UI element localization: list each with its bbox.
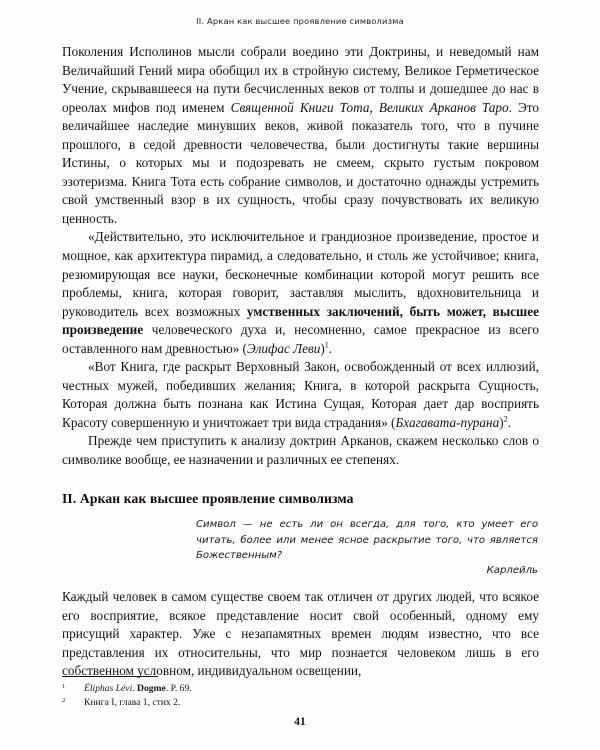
footnote-item-2: [62, 696, 539, 710]
paragraph-3-part-2: ): [499, 414, 504, 430]
footnote-work-1: Dogme: [137, 683, 166, 694]
main-text-column: [62, 43, 539, 470]
paragraph-4: Прежде чем приступить к анализу доктрин Арканов, скажем несколько слов о символике вообще, ее назначении и различных ее степенях.: [62, 433, 539, 468]
epigraph-text: Символ — не есть ли он всегда, для того, кто умеет его читать, более или менее ясное раскрытие того, что является Божественным?: [196, 519, 538, 562]
footnote-separator-rule: [62, 676, 158, 677]
post-epigraph-column: [62, 588, 539, 681]
footnote-rest-1: . P. 69.: [165, 683, 192, 694]
footnote-item-1: [62, 682, 539, 696]
paragraph-2: [62, 228, 539, 358]
paragraph-2-part-2: человеческого духа и, несомненно, самое прекрасное из всего оставленного нам древностью» (: [62, 322, 539, 356]
paragraph-3-part-1: «Вот Книга, где раскрыт Верховный Закон, освобожденный от всех иллюзий, честных мужей, победивших желания; Книга, в которой раскрыта Сущность, Которая должна быть познана как Истина Сущая, Которая дает дар восприять Красоту совершенную и уничтожает три вида страдания» (: [62, 359, 539, 430]
footnote-separator-1: .: [132, 683, 138, 694]
running-header: II. Аркан как высшее проявление символизма: [196, 16, 404, 26]
paragraph-3-italic-attribution: Бхагавата-пурана: [395, 414, 500, 430]
footnote-author-1: Éliphas Lévi: [84, 683, 133, 694]
paragraph-1-part-2: . Это величайшее наследие минувших веков, живой показатель того, что в пучине прошлого, в седой древности человечества, были достигнуты такие вершины Истины, о которых мы и подозревать не смеем, скрыто густым покровом эзотеризма. Книга Тота есть собрание символов, и достаточно однажды устремить свой умственный взор в их сущность, чтобы сразу почувствовать их великую ценность.: [62, 99, 539, 226]
paragraph-2-italic-attribution: Элифас Леви: [246, 340, 321, 356]
footnote-number-2: 2: [62, 697, 66, 704]
paragraph-5: Каждый человек в самом существе своем так отличен от других людей, что всякое его восприятие, всякое представление носит свой особенный, одному ему присущий характер. Уже с незапамятных времен людям известно, что все представления их относительны, что мир познается человеком лишь в его собственном условном, индивидуальном освещении,: [62, 589, 539, 679]
section-heading: II. Аркан как высшее проявление символизма: [62, 491, 354, 507]
paragraph-1-part-1: Поколения Исполинов мысли собрали воедино эти Доктрины, и неведомый нам Величайший Гений мира обобщил их в стройную систему, Великое Герметическое Учение, скрывавшееся на пути бесчисленных веков от толпы и дошедшее до нас в ореолах мифов под именем: [62, 44, 539, 115]
paragraph-2-part-4: .: [328, 340, 333, 356]
paragraph-1-italic-title: Священной Книги Тота, Великих Арканов Таро: [230, 99, 509, 115]
paragraph-3: [62, 358, 539, 432]
page-number: 41: [294, 716, 306, 728]
footnote-number-1: 1: [62, 683, 66, 690]
footnotes-block: [62, 676, 539, 710]
footnote-reference-1[interactable]: 1: [324, 340, 329, 350]
paragraph-2-bold-phrase: умственных заключений, быть может, высшее произведение: [62, 303, 540, 338]
footnote-reference-2[interactable]: 2: [503, 414, 508, 424]
paragraph-2-part-3: ): [320, 340, 325, 356]
epigraph-source: Карлейль: [486, 565, 538, 576]
paragraph-3-part-3: .: [507, 414, 511, 430]
footnote-text-2: Книга I, глава 1, стих 2.: [84, 697, 181, 708]
paragraph-2-part-1: «Действительно, это исключительное и грандиозное произведение, простое и мощное, как архитектура пирамид, а следовательно, и столь же устойчивое; книга, резюмирующая все науки, бесконечные комбинации которой могут решить все проблемы, книга, которая говорит, заставляя мыслить, вдохновительница и руководитель всех возможных: [62, 229, 539, 319]
paragraph-1: [62, 43, 539, 228]
